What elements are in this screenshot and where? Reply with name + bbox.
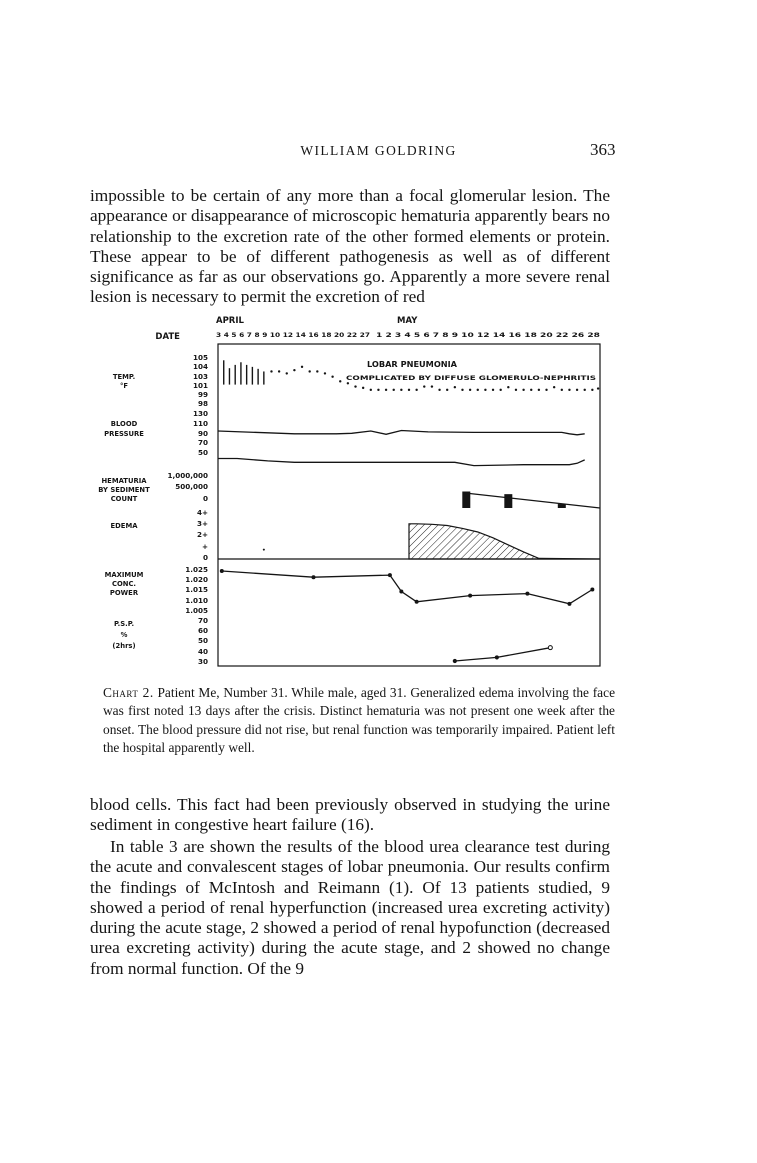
temp-point — [301, 366, 303, 368]
panel-label-temp: °F — [119, 382, 129, 390]
temp-point — [270, 370, 272, 372]
paragraph-table-3: In table 3 are shown the results of the blood urea clearance test during the acute and convalescent stages of lobar pneumonia. Our results confirm the findings of McIntosh and Reimann (1). Of 13 patients studied, 9 showed a period of renal hyperfunction (increased urea excreting activity) during the acute stage, 2 showed a period of renal hypofunction (decreased urea excreting activity) during the acute stage, and 2 showed no change from normal function. Of the 9 — [90, 837, 610, 978]
page-number: 363 — [590, 140, 616, 159]
tick-hematuria: 0 — [202, 494, 208, 503]
tick-max_conc: 1.020 — [185, 575, 208, 584]
temp-point — [339, 380, 341, 382]
temp-point — [545, 389, 547, 391]
temp-point — [347, 382, 349, 384]
temp-point — [362, 387, 364, 389]
panel-label-hematuria: HEMATURIA — [101, 477, 147, 485]
tick-temp: 103 — [192, 372, 208, 381]
temp-point — [408, 389, 410, 391]
temp-point — [576, 389, 578, 391]
panel-label-hematuria: BY SEDIMENT — [98, 486, 150, 494]
temp-point — [278, 370, 280, 372]
panel-label-blood_pressure: BLOOD — [110, 420, 138, 428]
max-conc-point — [415, 600, 419, 604]
tick-max_conc: 1.025 — [185, 565, 208, 574]
temp-point — [492, 389, 494, 391]
tick-blood_pressure: 90 — [197, 429, 208, 438]
panel-label-psp: % — [120, 631, 128, 639]
edema-speck — [263, 549, 265, 551]
tick-psp: 40 — [197, 647, 208, 656]
chart-frame — [218, 344, 600, 666]
panel-label-blood_pressure: PRESSURE — [104, 430, 144, 438]
temp-point — [454, 386, 456, 388]
panel-label-max_conc: POWER — [109, 589, 139, 597]
tick-edema: 4+ — [196, 508, 208, 517]
temp-point — [308, 370, 310, 372]
temp-point — [423, 385, 425, 387]
tick-temp: 98 — [197, 399, 208, 408]
temp-point — [553, 386, 555, 388]
panel-label-psp: P.S.P. — [113, 620, 135, 628]
temp-point — [354, 385, 356, 387]
temp-point — [469, 389, 471, 391]
tick-psp: 70 — [197, 616, 208, 625]
caption-lead: Chart 2. — [103, 685, 154, 700]
temp-point — [286, 372, 288, 374]
temp-point — [377, 389, 379, 391]
tick-max_conc: 1.005 — [185, 606, 208, 615]
temp-point — [446, 389, 448, 391]
temp-point — [316, 370, 318, 372]
tick-temp: 104 — [192, 362, 208, 371]
diastolic-line — [218, 459, 585, 466]
panel-label-max_conc: MAXIMUM — [104, 571, 144, 579]
tick-psp: 50 — [197, 636, 208, 645]
tick-temp: 99 — [197, 390, 208, 399]
tick-max_conc: 1.010 — [185, 596, 208, 605]
tick-psp: 60 — [197, 626, 208, 635]
tick-edema: + — [201, 542, 208, 551]
temp-point — [385, 389, 387, 391]
chart-caption — [103, 684, 615, 757]
tick-blood_pressure: 70 — [197, 438, 208, 447]
temp-point — [331, 376, 333, 378]
temp-point — [597, 387, 599, 389]
tick-edema: 0 — [202, 553, 208, 562]
day-ticks-april: 3 4 5 6 7 8 9 10 12 14 16 18 20 22 27 — [216, 331, 370, 339]
max-conc-point — [388, 573, 392, 577]
edema-area — [409, 524, 600, 559]
paragraph-top: impossible to be certain of any more than a focal glomerular lesion. The appearance or disappearance of microscopic hematuria apparently bears no relationship to the excretion rate of the other formed elements or protein. These appear to be of different pathogenesis as well as of different significance as far as our observations go. Apparently a more severe renal lesion is necessary to permit the excretion of red — [90, 186, 610, 307]
max-conc-point — [567, 602, 571, 606]
panel-label-hematuria: COUNT — [110, 495, 138, 503]
temp-point — [293, 369, 295, 371]
temp-point — [370, 389, 372, 391]
chart-title: LOBAR PNEUMONIA — [366, 359, 458, 369]
temp-point — [522, 389, 524, 391]
temp-point — [431, 385, 433, 387]
max-conc-point — [312, 575, 316, 579]
temp-point — [415, 389, 417, 391]
temp-point — [507, 386, 509, 388]
max-conc-point — [590, 588, 594, 592]
tick-blood_pressure: 130 — [192, 409, 208, 418]
temp-point — [400, 389, 402, 391]
tick-temp: 101 — [192, 381, 208, 390]
temp-point — [461, 389, 463, 391]
month-label-may: MAY — [397, 316, 418, 326]
temp-point — [584, 389, 586, 391]
tick-blood_pressure: 50 — [197, 448, 208, 457]
temp-point — [591, 389, 593, 391]
max-conc-point — [399, 590, 403, 594]
temp-point — [477, 389, 479, 391]
tick-psp: 30 — [197, 657, 208, 666]
temp-point — [530, 389, 532, 391]
temp-point — [561, 389, 563, 391]
panel-label-psp: (2hrs) — [112, 642, 136, 650]
hematuria-bar — [462, 492, 470, 509]
tick-hematuria: 1,000,000 — [167, 471, 208, 480]
temp-point — [484, 389, 486, 391]
psp-point — [453, 659, 456, 662]
max-conc-point — [220, 569, 224, 573]
max-conc-line — [222, 571, 593, 604]
psp-point — [548, 646, 552, 650]
temp-point — [393, 389, 395, 391]
month-label-april: APRIL — [216, 316, 244, 326]
day-ticks-may: 1 2 3 4 5 6 7 8 9 10 12 14 16 18 20 22 26 28 — [376, 331, 601, 339]
temp-point — [438, 389, 440, 391]
tick-temp: 105 — [192, 353, 208, 362]
panel-label-temp: TEMP. — [112, 373, 136, 381]
psp-point — [495, 656, 498, 659]
psp-line — [455, 648, 551, 661]
hematuria-trend-line — [466, 493, 600, 508]
max-conc-point — [525, 592, 529, 596]
hematuria-bar — [558, 504, 566, 508]
chart-subtitle: COMPLICATED BY DIFFUSE GLOMERULO-NEPHRITIS — [346, 374, 597, 382]
hematuria-bar — [504, 494, 512, 508]
temp-point — [515, 389, 517, 391]
chart-2 — [80, 310, 640, 672]
temp-point — [568, 389, 570, 391]
caption-text: Patient Me, Number 31. While male, aged 31. Generalized edema involving the face was first noted 13 days after the crisis. Distinct hematuria was not present one week after the onset. The blood pressure did not rise, but renal function was temporarily impaired. Patient left the hospital apparently well. — [103, 685, 616, 755]
tick-max_conc: 1.015 — [185, 585, 208, 594]
tick-blood_pressure: 110 — [192, 419, 208, 428]
tick-edema: 2+ — [196, 530, 208, 539]
temp-point — [324, 372, 326, 374]
panel-label-max_conc: CONC. — [111, 580, 137, 588]
date-label: DATE — [155, 332, 180, 342]
tick-hematuria: 500,000 — [175, 482, 208, 491]
running-title: WILLIAM GOLDRING — [300, 143, 457, 158]
systolic-line — [218, 431, 585, 435]
temp-point — [499, 389, 501, 391]
max-conc-point — [468, 594, 472, 598]
panel-label-edema: EDEMA — [110, 522, 138, 530]
paragraph-continued: blood cells. This fact had been previously observed in studying the urine sediment in congestive heart failure (16). — [90, 795, 610, 835]
temp-point — [538, 389, 540, 391]
tick-edema: 3+ — [196, 519, 208, 528]
